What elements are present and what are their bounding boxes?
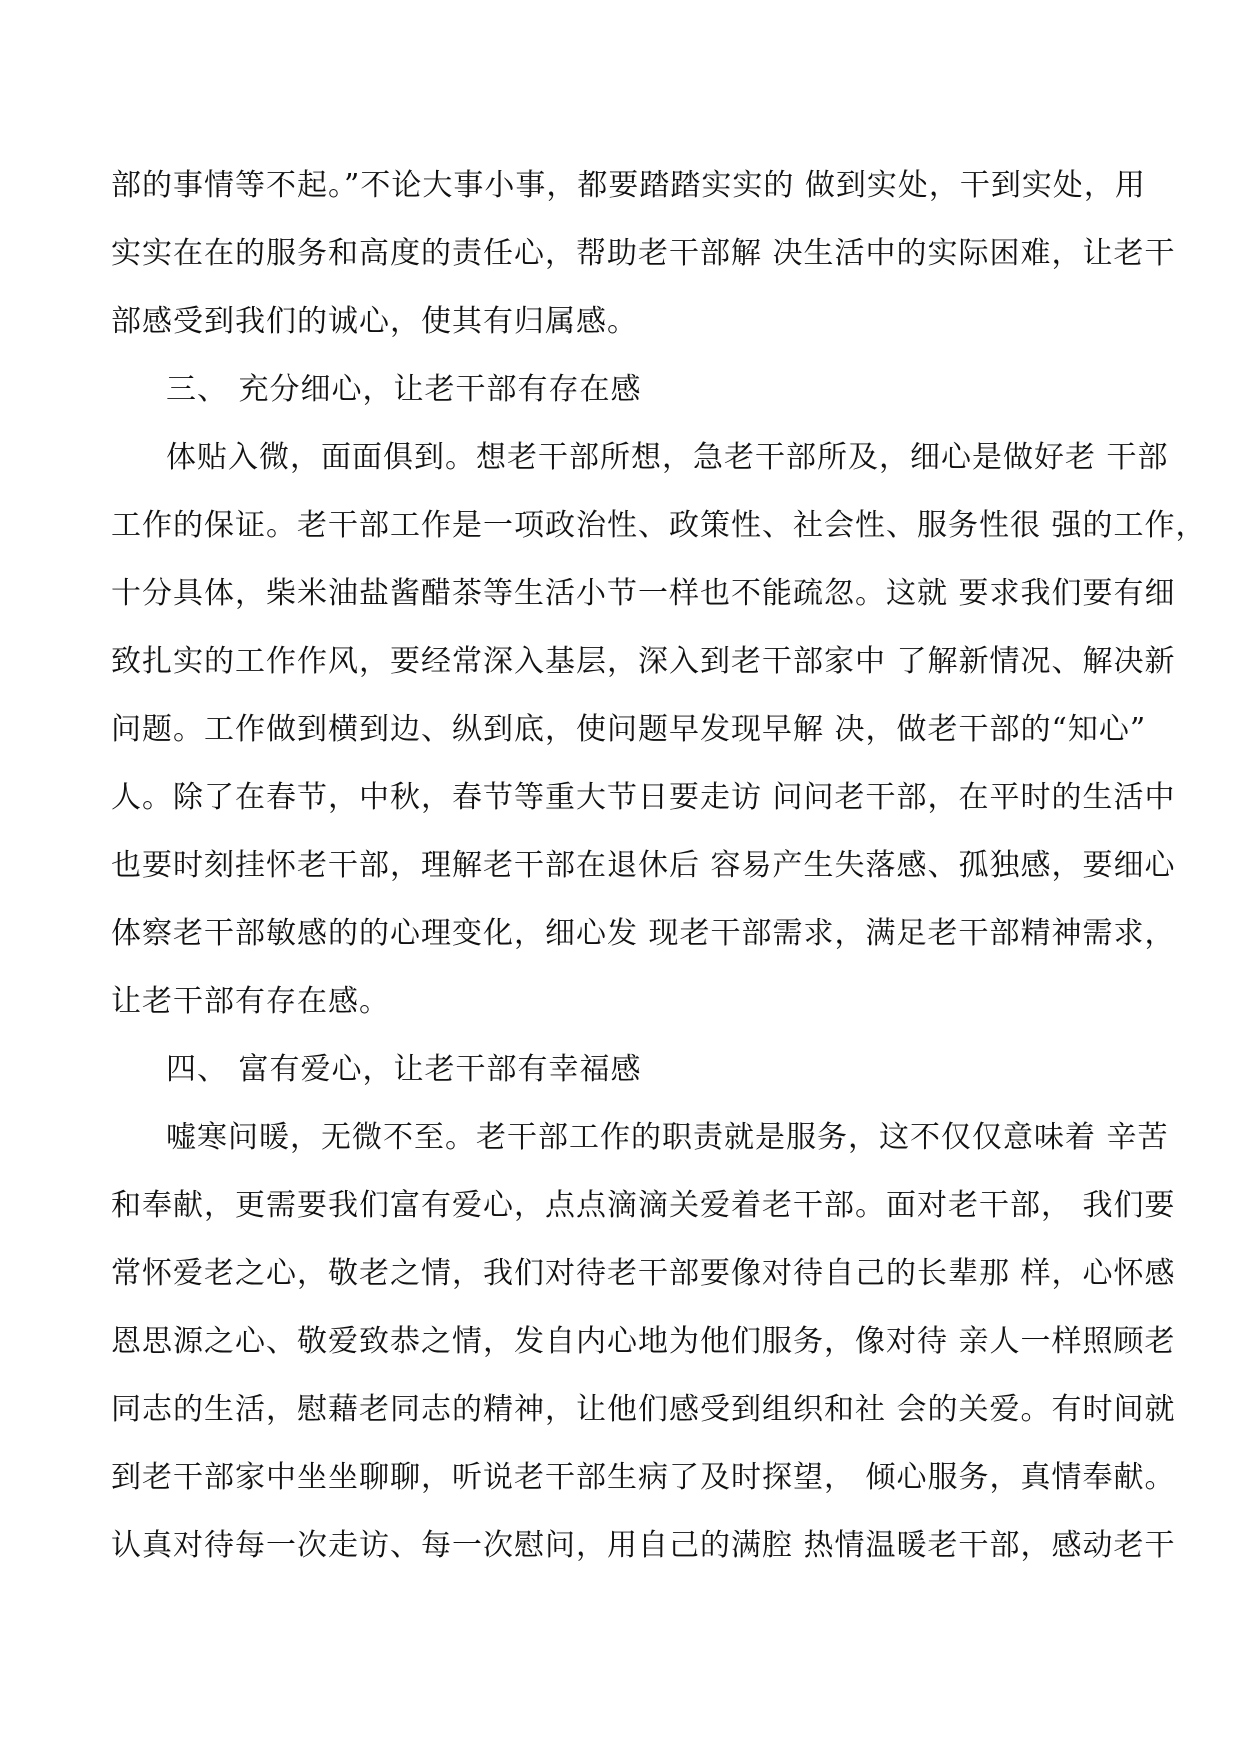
text-line: 部感受到我们的诚心，使其有归属感。 [111,304,638,339]
text-line: 体贴入微，面面俱到。想老干部所想，急老干部所及，细心是做好老 干部 [166,440,1169,475]
text-line: 体察老干部敏感的的心理变化，细心发 现老干部需求，满足老干部精神需求， [111,916,1176,951]
text-line: 嘘寒问暖，无微不至。老干部工作的职责就是服务，这不仅仅意味着 辛苦 [166,1120,1169,1155]
section-heading: 四、 富有爱心，让老干部有幸福感 [166,1052,642,1087]
text-line: 十分具体，柴米油盐酱醋茶等生活小节一样也不能疏忽。这就 要求我们要有细 [111,576,1176,611]
text-line: 也要时刻挂怀老干部，理解老干部在退休后 容易产生失落感、孤独感，要细心 [111,848,1176,883]
text-line: 工作的保证。老干部工作是一项政治性、政策性、社会性、服务性很 强的工作， [111,508,1207,543]
text-line: 实实在在的服务和高度的责任心，帮助老干部解 决生活中的实际困难，让老干 [111,236,1176,271]
text-line: 问题。工作做到横到边、纵到底，使问题早发现早解 决，做老干部的“知心” [111,712,1147,747]
text-line: 部的事情等不起。”不论大事小事，都要踏踏实实的 做到实处，干到实处，用 [111,168,1146,203]
text-line: 恩思源之心、敬爱致恭之情，发自内心地为他们服务，像对待 亲人一样照顾老 [111,1324,1176,1359]
text-line: 到老干部家中坐坐聊聊，听说老干部生病了及时探望， 倾心服务，真情奉献。 [111,1460,1176,1495]
text-line: 让老干部有存在感。 [111,984,390,1019]
text-line: 认真对待每一次走访、每一次慰问，用自己的满腔 热情温暖老干部，感动老干 [111,1528,1176,1563]
text-line: 同志的生活，慰藉老同志的精神，让他们感受到组织和社 会的关爱。有时间就 [111,1392,1176,1427]
section-heading: 三、 充分细心，让老干部有存在感 [166,372,642,407]
text-line: 致扎实的工作作风，要经常深入基层，深入到老干部家中 了解新情况、解决新 [111,644,1176,679]
text-line: 常怀爱老之心，敬老之情，我们对待老干部要像对待自己的长辈那 样，心怀感 [111,1256,1176,1291]
text-line: 人。除了在春节，中秋，春节等重大节日要走访 问问老干部，在平时的生活中 [111,780,1176,815]
text-line: 和奉献，更需要我们富有爱心，点点滴滴关爱着老干部。面对老干部， 我们要 [111,1188,1176,1223]
